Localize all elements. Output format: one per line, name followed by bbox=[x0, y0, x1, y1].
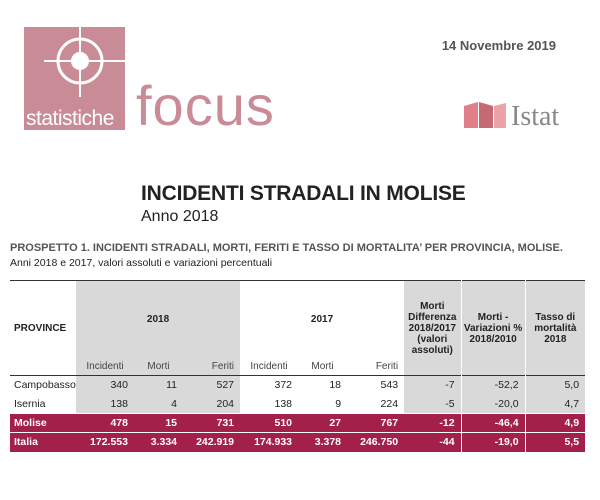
morti-2018-cell: 15 bbox=[134, 414, 183, 433]
document-subtitle: Anno 2018 bbox=[141, 208, 219, 225]
feriti-2017-cell: 224 bbox=[380, 397, 399, 410]
logo-word-statistiche: statistiche bbox=[26, 107, 114, 130]
feriti-2017-cell: 767 bbox=[347, 414, 404, 433]
feriti-2018-cell: 242.919 bbox=[183, 433, 240, 452]
incidenti-2018-cell: 340 bbox=[76, 376, 134, 395]
incidenti-2018-cell: 172.553 bbox=[76, 433, 134, 452]
subheader-incidenti-2017: Incidenti bbox=[250, 360, 288, 372]
table-row-molise bbox=[10, 414, 585, 433]
header-deaths-variation: Morti - Variazioni % 2018/2010 bbox=[461, 281, 525, 376]
incidenti-2018-cell: 138 bbox=[76, 395, 134, 414]
feriti-2018-cell: 731 bbox=[183, 414, 240, 433]
mortality-rate-cell: 5,5 bbox=[525, 433, 585, 452]
deaths-variation-cell: -20,0 bbox=[461, 395, 525, 414]
morti-2017-cell: 18 bbox=[329, 379, 342, 392]
province-header: PROVINCE bbox=[14, 322, 67, 334]
feriti-2018-cell: 527 bbox=[183, 376, 240, 395]
mortality-rate-cell: 4,7 bbox=[525, 395, 585, 414]
subheader-feriti-2018: Feriti bbox=[183, 358, 240, 376]
header-year-2018: 2018 bbox=[76, 281, 240, 358]
incidenti-2017-cell: 174.933 bbox=[240, 433, 298, 452]
morti-2017-cell: 9 bbox=[335, 397, 342, 410]
table-row-isernia bbox=[10, 395, 585, 414]
deaths-variation-cell: -52,2 bbox=[461, 376, 525, 395]
incidenti-2017-cell: 510 bbox=[240, 414, 298, 433]
deaths-difference-cell: -44 bbox=[404, 433, 461, 452]
header-mortality-rate: Tasso di mortalità 2018 bbox=[525, 281, 585, 376]
subheader-incidenti-2018: Incidenti bbox=[76, 358, 134, 376]
istat-logo-icon bbox=[462, 100, 508, 130]
table-subcaption: Anni 2018 e 2017, valori assoluti e variazioni percentuali bbox=[10, 257, 273, 269]
feriti-2017-cell: 246.750 bbox=[347, 433, 404, 452]
morti-2017-cell: 27 bbox=[298, 414, 347, 433]
table-caption: PROSPETTO 1. INCIDENTI STRADALI, MORTI, FERITI E TASSO DI MORTALITA’ PER PROVINCIA, MOLISE. bbox=[10, 242, 563, 254]
mortality-rate-cell: 5,0 bbox=[525, 376, 585, 395]
header-deaths-difference: Morti Differenza 2018/2017 (valori assoluti) bbox=[404, 281, 461, 376]
document-title: INCIDENTI STRADALI IN MOLISE bbox=[141, 182, 466, 205]
incidenti-2018-cell: 478 bbox=[76, 414, 134, 433]
deaths-variation-cell: -46,4 bbox=[461, 414, 525, 433]
subheader-morti-2018: Morti bbox=[134, 358, 183, 376]
province-name: Campobasso bbox=[14, 379, 76, 392]
istat-brand: Istat bbox=[511, 101, 560, 132]
header-year-2017: 2017 bbox=[310, 313, 334, 325]
deaths-variation-cell: -19,0 bbox=[461, 433, 525, 452]
province-name: Isernia bbox=[14, 397, 46, 410]
morti-2017-cell: 3.378 bbox=[298, 433, 347, 452]
deaths-difference-cell: -5 bbox=[404, 395, 461, 414]
mortality-rate-cell: 4,9 bbox=[525, 414, 585, 433]
table-row-campobasso bbox=[10, 376, 585, 395]
publication-date: 14 Novembre 2019 bbox=[441, 38, 556, 53]
table-row-italia bbox=[10, 433, 585, 452]
morti-2018-cell: 4 bbox=[134, 395, 183, 414]
deaths-difference-cell: -7 bbox=[404, 376, 461, 395]
subheader-morti-2017: Morti bbox=[311, 360, 334, 372]
feriti-2017-cell: 543 bbox=[380, 379, 399, 392]
table-header-row bbox=[10, 281, 585, 358]
morti-2018-cell: 3.334 bbox=[134, 433, 183, 452]
morti-2018-cell: 11 bbox=[134, 376, 183, 395]
province-name: Italia bbox=[10, 433, 76, 452]
feriti-2018-cell: 204 bbox=[183, 395, 240, 414]
statistics-table bbox=[10, 280, 585, 452]
incidenti-2017-cell: 138 bbox=[274, 397, 293, 410]
incidenti-2017-cell: 372 bbox=[274, 379, 293, 392]
province-name: Molise bbox=[10, 414, 76, 433]
logo-word-focus: focus bbox=[136, 74, 275, 137]
deaths-difference-cell: -12 bbox=[404, 414, 461, 433]
subheader-feriti-2017: Feriti bbox=[375, 360, 399, 372]
